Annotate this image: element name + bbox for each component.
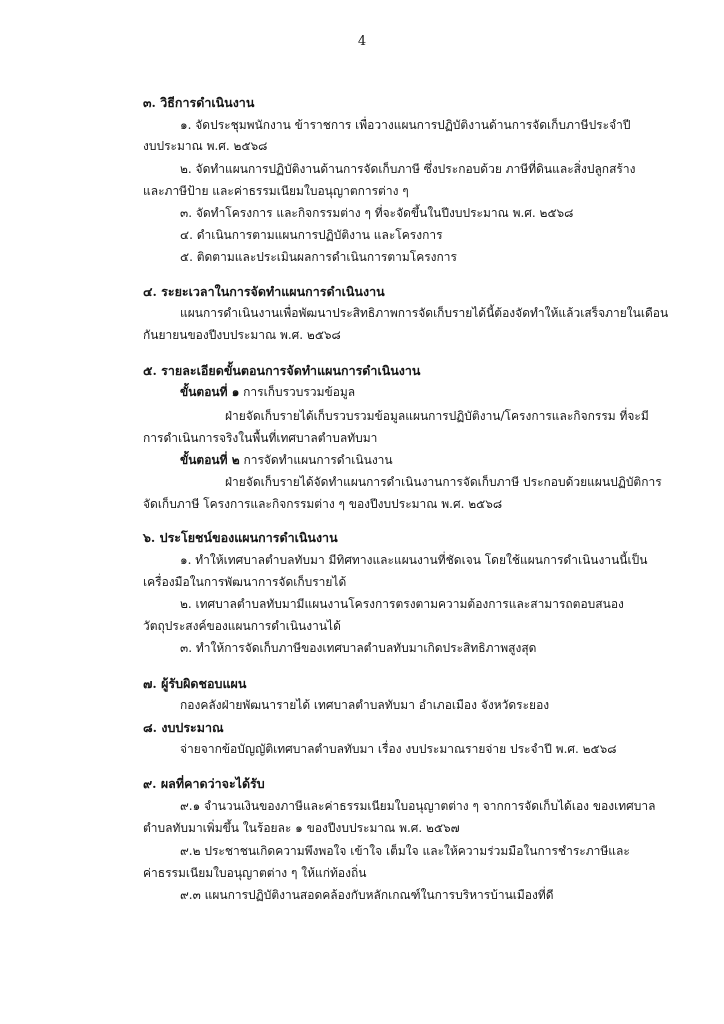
section-8-line-1: จ่ายจากข้อบัญญัติเทศบาลตำบลทับมา เรื่อง งบประมาณรายจ่าย ประจำปี พ.ศ. ๒๕๖๘ bbox=[180, 742, 617, 756]
section-6-line-2: เครื่องมือในการพัฒนาการจัดเก็บรายได้ bbox=[143, 575, 347, 589]
section-3-line-5: ๓. จัดทำโครงการ และกิจกรรมต่าง ๆ ที่จะจัดขึ้นในปีงบประมาณ พ.ศ. ๒๕๖๘ bbox=[180, 206, 574, 220]
section-7-title: ๗. ผู้รับผิดชอบแผน bbox=[143, 676, 247, 691]
section-3-line-2: งบประมาณ พ.ศ. ๒๕๖๘ bbox=[143, 139, 268, 153]
step-2 bbox=[180, 451, 393, 470]
page-number: 4 bbox=[357, 34, 367, 49]
section-7-line-1: กองคลังฝ่ายพัฒนารายได้ เทศบาลตำบลทับมา อำเภอเมือง จังหวัดระยอง bbox=[180, 698, 550, 712]
section-6-line-4: วัตถุประสงค์ของแผนการดำเนินงานได้ bbox=[143, 619, 341, 633]
step-2-label: ขั้นตอนที่ ๒ bbox=[180, 453, 240, 467]
section-5-line-3: ฝ่ายจัดเก็บรายได้จัดทำแผนการดำเนินงานการจัดเก็บภาษี ประกอบด้วยแผนปฏิบัติการ bbox=[225, 475, 662, 489]
section-9-line-5: ๙.๓ แผนการปฏิบัติงานสอดคล้องกับหลักเกณฑ์ในการบริหารบ้านเมืองที่ดี bbox=[180, 888, 554, 902]
section-4-title: ๔. ระยะเวลาในการจัดทำแผนการดำเนินงาน bbox=[143, 284, 385, 299]
section-3-line-4: และภาษีป้าย และค่าธรรมเนียมใบอนุญาตการต่าง ๆ bbox=[143, 184, 409, 198]
section-6-line-5: ๓. ทำให้การจัดเก็บภาษีของเทศบาลตำบลทับมาเกิดประสิทธิภาพสูงสุด bbox=[180, 641, 537, 655]
section-3-line-7: ๕. ติดตามและประเมินผลการดำเนินการตามโครงการ bbox=[180, 250, 457, 264]
step-1 bbox=[180, 383, 355, 402]
section-3-line-1: ๑. จัดประชุมพนักงาน ข้าราชการ เพื่อวางแผนการปฏิบัติงานด้านการจัดเก็บภาษีประจำปี bbox=[180, 118, 631, 132]
section-9-line-1: ๙.๑ จำนวนเงินของภาษีและค่าธรรมเนียมใบอนุญาตต่าง ๆ จากการจัดเก็บได้เอง ของเทศบาล bbox=[180, 799, 656, 813]
step-1-label: ขั้นตอนที่ ๑ bbox=[180, 385, 240, 399]
section-6-line-3: ๒. เทศบาลตำบลทับมามีแผนงานโครงการตรงตามความต้องการและสามารถตอบสนอง bbox=[180, 597, 624, 611]
section-5-line-4: จัดเก็บภาษี โครงการและกิจกรรมต่าง ๆ ของปีงบประมาณ พ.ศ. ๒๕๖๘ bbox=[143, 497, 503, 511]
step-1-text: การเก็บรวบรวมข้อมูล bbox=[243, 385, 356, 399]
section-5-line-1: ฝ่ายจัดเก็บรายได้เก็บรวบรวมข้อมูลแผนการปฏิบัติงาน/โครงการและกิจกรรม ที่จะมี bbox=[225, 409, 649, 423]
section-4-line-1: แผนการดำเนินงานเพื่อพัฒนาประสิทธิภาพการจัดเก็บรายได้นี้ต้องจัดทำให้แล้วเสร็จภายในเดือน bbox=[180, 306, 669, 320]
section-9-line-4: ค่าธรรมเนียมใบอนุญาตต่าง ๆ ให้แก่ท้องถิ่น bbox=[143, 866, 367, 880]
step-2-text: การจัดทำแผนการดำเนินงาน bbox=[243, 453, 393, 467]
section-6-title: ๖. ประโยชน์ของแผนการดำเนินงาน bbox=[143, 530, 338, 545]
section-9-line-2: ตำบลทับมาเพิ่มขึ้น ในร้อยละ ๑ ของปีงบประมาณ พ.ศ. ๒๕๖๗ bbox=[143, 821, 460, 835]
section-9-title: ๙. ผลที่คาดว่าจะได้รับ bbox=[143, 776, 265, 791]
section-5-title: ๕. รายละเอียดขั้นตอนการจัดทำแผนการดำเนินงาน bbox=[143, 363, 421, 378]
section-9-line-3: ๙.๒ ประชาชนเกิดความพึงพอใจ เข้าใจ เต็มใจ และให้ความร่วมมือในการชำระภาษีและ bbox=[180, 844, 630, 858]
section-5-line-2: การดำเนินการจริงในพื้นที่เทศบาลตำบลทับมา bbox=[143, 431, 378, 445]
section-6-line-1: ๑. ทำให้เทศบาลตำบลทับมา มีทิศทางและแผนงานที่ชัดเจน โดยใช้แผนการดำเนินงานนี้เป็น bbox=[180, 553, 648, 567]
section-8-title: ๘. งบประมาณ bbox=[143, 720, 224, 735]
section-3-line-3: ๒. จัดทำแผนการปฏิบัติงานด้านการจัดเก็บภาษี ซึ่งประกอบด้วย ภาษีที่ดินและสิ่งปลูกสร้าง bbox=[180, 162, 636, 176]
section-3-line-6: ๔. ดำเนินการตามแผนการปฏิบัติงาน และโครงการ bbox=[180, 228, 443, 242]
section-4-line-2: กันยายนของปีงบประมาณ พ.ศ. ๒๕๖๘ bbox=[143, 328, 341, 342]
section-3-title: ๓. วิธีการดำเนินงาน bbox=[143, 95, 255, 110]
